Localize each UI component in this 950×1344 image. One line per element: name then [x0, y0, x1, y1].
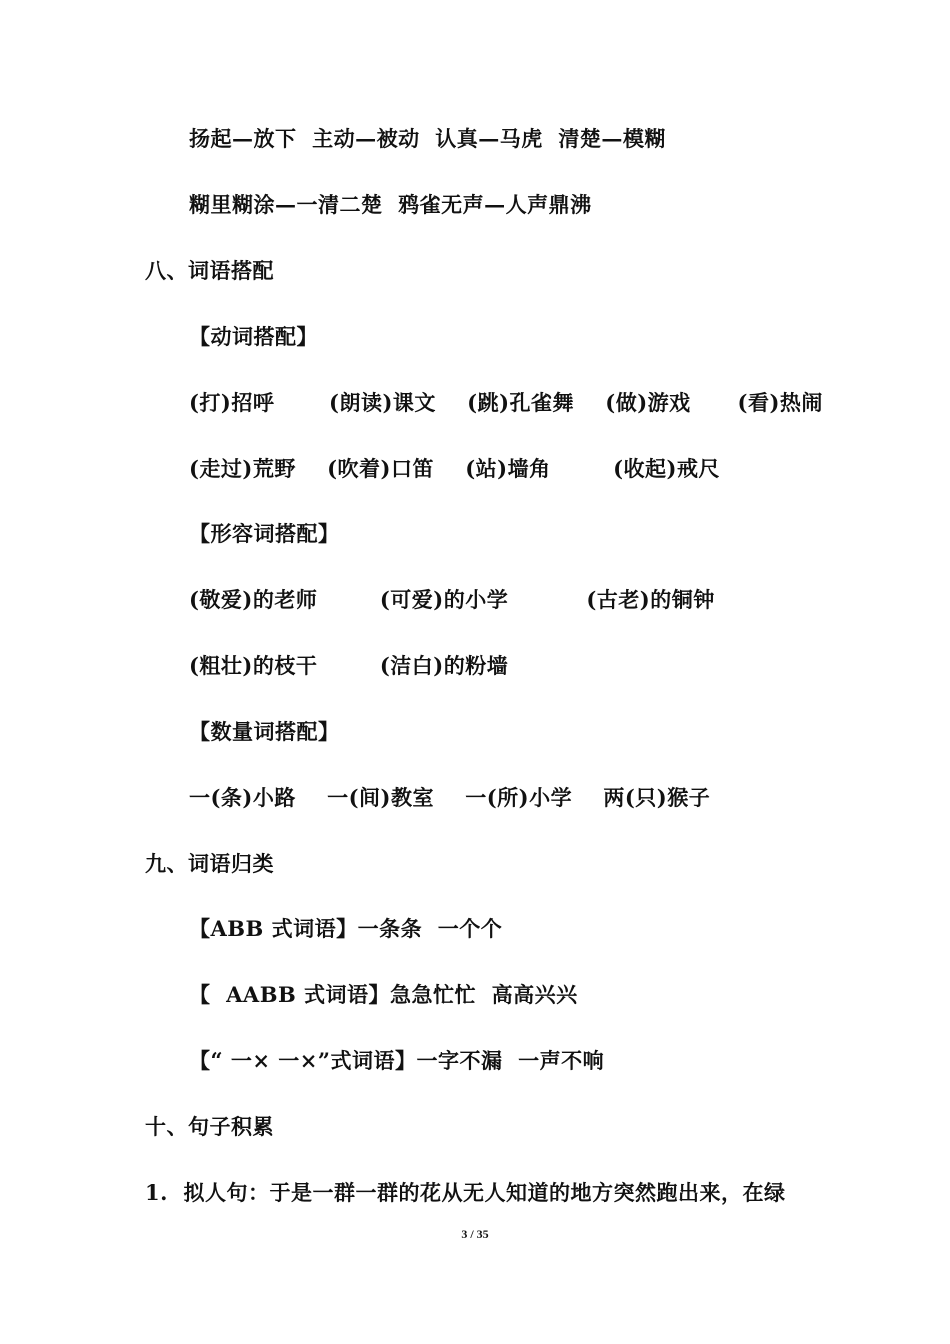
section-8-title: 八、词语搭配	[145, 258, 274, 283]
section-10-title: 十、句子积累	[145, 1114, 274, 1139]
page-number: 3 / 35	[461, 1227, 489, 1241]
abb-words-row: 【ABB 式词语】一条条 一个个	[189, 916, 503, 941]
aabb-words-row: 【 AABB 式词语】急急忙忙 高高兴兴	[189, 982, 578, 1007]
verb-collocation-row-1: (打)招呼 (朗读)课文 (跳)孔雀舞 (做)游戏 (看)热闹	[189, 390, 823, 415]
section-9-title: 九、词语归类	[145, 851, 274, 876]
antonyms-line-1: 扬起—放下 主动—被动 认真—马虎 清楚—模糊	[189, 126, 666, 151]
adjective-collocation-row-1: (敬爱)的老师 (可爱)的小学 (古老)的铜钟	[189, 587, 715, 612]
antonyms-line-2: 糊里糊涂—一清二楚 鸦雀无声—人声鼎沸	[189, 192, 592, 217]
quantifier-collocation-header: 【数量词搭配】	[189, 719, 340, 744]
verb-collocation-header: 【动词搭配】	[189, 324, 318, 349]
adjective-collocation-row-2: (粗壮)的枝干 (洁白)的粉墙	[189, 653, 509, 678]
quantifier-collocation-row-1: 一(条)小路 一(间)教室 一(所)小学 两(只)猴子	[189, 785, 711, 810]
yi-x-yi-x-words-row: 【“ 一× 一×”式词语】一字不漏 一声不响	[189, 1048, 605, 1073]
adjective-collocation-header: 【形容词搭配】	[189, 521, 340, 546]
verb-collocation-row-2: (走过)荒野 (吹着)口笛 (站)墙角 (收起)戒尺	[189, 456, 720, 481]
sentence-1: 1. 拟人句：于是一群一群的花从无人知道的地方突然跑出来，在绿	[145, 1180, 786, 1205]
